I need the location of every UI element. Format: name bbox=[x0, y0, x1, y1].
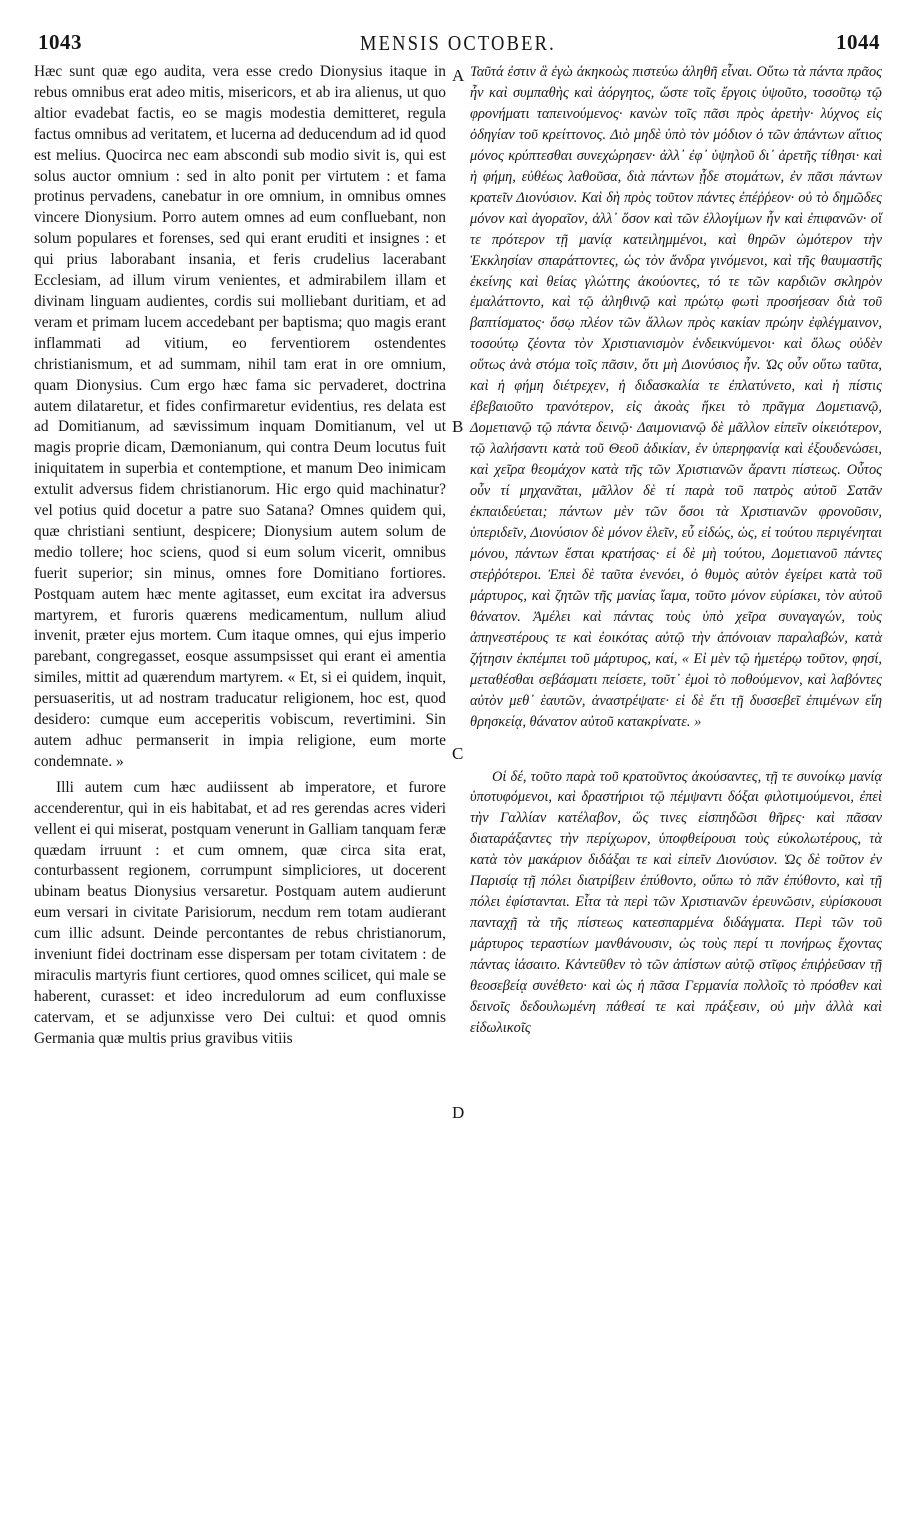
greek-column bbox=[470, 62, 882, 1039]
latin-paragraph: Hæc sunt quæ ego audita, vera esse credo Dionysius itaque in rebus omnibus erat adeo mitis, misericors, et ab ira alienus, ut quo altior evadebat factis, eo se magis modestia demitteret, regula factus omnibus ad veritatem, et lucerna ad deducendum ad id quod est melius. Quocirca nec eam abscondi sub modio sivit is, qui est solus auctor omnium : sed in alto ponit per virtutem : et fama protinus pervadens, canebatur in ore omnium, in omnibus omnes vincere Dionysium. Porro autem omnes ad eum confluebant, non solum populares et forenses, sed qui erant eruditi et insignes : et qui prius laborabant insania, et feris crudelius lacerabant Ecclesiam, ad illum virum venientes, et admirabilem illam et divinam linguam audientes, cordis sui molliebant duritiam, et ad veram et primam lucem accedebant per baptisma; quo magis erant inflammati ad vitium, eo ferventiorem ostendentes christianismum, et ad summam, nihil tam erat in ore omnium, quam Dionysius. Cum ergo hæc fama sic pervaderet, doctrina autem dilataretur, et fides confirmaretur evidentius, res delata est ad Domitianum, ad sævissimum inquam Domitianum, vel ut magis proprie dicam, Dæmonianum, qui contra Deum locutus fuit iniquitatem in superbia et contemptione, et manum Deo inimicam extulit adversus fidem christianorum. Hic ergo quid machinatur? vel potius quid docetur a patre suo Satana? Omnes quidem qui, quæ christiani sentiunt, despicere; Dionysium autem solum de medio tollere; hoc sciens, quod si eum solum vicerit, omnibus fuerit superior; sin minus, omnes fore Domitiano fortiores. Postquam autem hæc mente agitasset, eum excitat ira adversus martyrem, et furoris quærens medicamentum, nullum aliud invenit, præter ejus mortem. Cum itaque omnes, qui ejus imperio parebant, congregasset, eosque assumpsisset qui erant ei amentia similes, mittit ad quærendum martyrem. « Et, si ei quidem, inquit, persuaseritis, ut ad nostram traducatur religionem, hoc est, quod desidero: cumque eum acceperitis vobiscum, revertimini. Sin autem adhuc permanserit in impia religione, eum morte condemnate. » bbox=[34, 63, 446, 770]
latin-paragraph: Illi autem cum hæc audiissent ab imperatore, et furore accenderentur, qui in eis habitabat, et ad res gerendas acres videri vellent ei qui miserat, postquam venerunt in Galliam tanquam feræ quædam irruunt : et cum omnem, quæ circa sita erat, conturbassent regionem, corrumpunt simpliciores, ut docerent ubinam beatus Dionysius versaretur. Postquam autem audierunt eum versari in civitate Parisiorum, necdum rem totam audierant cum illic adsunt. Deinde percontantes de rebus christianorum, inveniunt fidei doctrinam esse dispersam per totam civitatem : de miraculis martyris fiunt certiores, quod omnes scilicet, qui male se haberent, curasset: et ideo incredulorum ad eum confluxisse catervam, et se adjunxisse vero Dei cultui: et quod omnis Germania quæ multis prius gravibus vitiis bbox=[34, 778, 447, 1047]
margin-marker-b: B bbox=[452, 417, 464, 436]
left-page-number: 1043 bbox=[38, 30, 82, 54]
running-header bbox=[0, 30, 916, 64]
margin-marker-d: D bbox=[452, 1103, 465, 1122]
latin-column bbox=[34, 62, 446, 1050]
right-page-number: 1044 bbox=[836, 30, 880, 54]
running-title: MENSIS OCTOBER. bbox=[360, 31, 556, 55]
margin-marker-a: A bbox=[452, 66, 465, 85]
margin-marker-c: C bbox=[452, 744, 464, 763]
greek-paragraph: Ταῦτά ἐστιν ἃ ἐγὼ ἀκηκοὼς πιστεύω ἀληθῆ εἶναι. Οὕτω τὰ πάντα πρᾶος ἦν καὶ συμπαθὴς καὶ ἀόργητος, ὥστε τοῖς ἔργοις ὑψοῦτο, τοσοῦτῳ τῷ φρονήματι ταπεινούμενος· κανὼν τοῖς πᾶσι πρὸς ἀρετὴν· λύχνος εἰς ὁδηγίαν τοῦ κρείττονος. Διὸ μηδὲ ὑπὸ τὸν μόδιον ὁ τῶν ἁπάντων αἴτιος μόνος κρύπτεσθαι συνεχώρησεν· ἀλλ᾽ ἐφ᾽ ὑψηλοῦ δι᾽ ἀρετῆς τίθησι· καὶ ἡ φήμη, εὐθέως λαθοῦσα, διὰ πάντων ᾖδε στομάτων, ἐν πᾶσι πάντων κρατεῖν Διονύσιον. Καὶ δὴ πρὸς τοῦτον πάντες ἐπέῤῥεον· οὐ τὸ δημῶδες μόνον καὶ ἀγοραῖον, ἀλλ᾽ ὅσον καὶ τῶν ἐλλογίμων ἦν καὶ ἐπιφανῶν· οἵ τε πρότερον τῇ μανίᾳ κατειλημμένοι, καὶ θηρῶν ὠμότερον τὴν Ἐκκλησίαν σπαράττοντες, ὡς τὸν ἄνδρα γινόμενοι, καὶ τῆς θαυμαστῆς ἐκείνης καὶ θείας γλώττης ἀκούοντες, τό τε τῶν καρδιῶν σκληρὸν ἐμαλάττοντο, καὶ τῷ ἀληθινῷ καὶ πρώτῳ φωτὶ προσήεσαν διὰ τοῦ βαπτίσματος· ὅσῳ πλέον τῶν ἄλλων πρὸς κακίαν πρώην ἐφλέγμαινον, τοσούτῳ ζέοντα τὸν Χριστιανισμὸν ἐνδεικνύμενοι· καὶ ὅλως οὐδὲν οὕτως ἀνὰ στόμα τοῖς πᾶσιν, ὅτι μὴ Διονύσιος ἦν. Ὡς οὖν οὕτω ταῦτα, καὶ ἡ φήμη διέτρεχεν, ἡ διδασκαλία τε ἐπλατύνετο, καὶ ἡ πίστις ἐβεβαιοῦτο τρανότερον, εἰς ἀκοὰς ἥκει τὸ πρᾶγμα Δομετιανῷ, Δομετιανῷ τῷ πάντα δεινῷ· Δαιμονιανῷ δὲ μᾶλλον εἰπεῖν οἰκειότερον, τῷ λαλήσαντι κατὰ τοῦ Θεοῦ ἀδικίαν, ἐν ὑπερηφανίᾳ καὶ ἐξουδενώσει, καὶ χεῖρα θεομάχον κατὰ τῆς τῶν Χριστιανῶν ἄραντι πίστεως. Οὗτος οὖν τί μηχανᾶται, μᾶλλον δὲ τί παρὰ τοῦ πατρὸς αὐτοῦ Σατᾶν ἐκπαιδεύεται; πάντων μὲν τῶν ὅσοι τὰ Χριστιανῶν φρονοῦσιν, ὑπεριδεῖν, Διονύσιον δὲ μόνον ἑλεῖν, εὖ εἰδώς, ὡς, εἰ τούτου περιγένηται μόνου, πάντων ἔσται κρατήσας· εἰ δὲ μὴ τούτου, Δομετιανοῦ πάντες στεῤῥότεροι. Ἐπεὶ δὲ ταῦτα ἐνενόει, ὁ θυμὸς αὐτὸν ἐγείρει κατὰ τοῦ μάρτυρος, καὶ ζητῶν τῆς μανίας ἴαμα, τοῦτο μόνον εὑρίσκει, τὸν αὐτοῦ θάνατον. Ἀμέλει καὶ πάντας τοὺς ὑπὸ χεῖρα συναγαγών, τοὺς ἀπηνεστέρους τε καὶ ἐοικότας αὐτῷ τὴν ἀπόνοιαν παραλαβών, κατὰ ζήτησιν ἐκπέμπει τοῦ μάρτυρος, καί, « Εἰ μὲν τῷ ἡμετέρῳ τοῦτον, φησί, μεταθέσθαι σεβάσματι πείσετε, τοῦτ᾽ ἐμοὶ τὸ ποθούμενον, καὶ λαβόντες αὐτὸν μεθ᾽ ἑαυτῶν, ἀναστρέψατε· εἰ δὲ ἔτι τῇ δυσσεβεῖ ἐπιμένων εἴη θρησκείᾳ, θάνατον αὐτοῦ κατακρίνατε. » bbox=[470, 64, 882, 730]
greek-paragraph: Οἱ δέ, τοῦτο παρὰ τοῦ κρατοῦντος ἀκούσαντες, τῇ τε συνοίκῳ μανίᾳ ὑποτυφόμενοι, καὶ δραστήριοι τῷ πέμψαντι δόξαι φιλοτιμούμενοι, ἐπεὶ τὴν Γαλλίαν κατέλαβον, ὥς τινες εἰσπηδῶσι θῆρες· καὶ πᾶσαν διαταράξαντες τὴν περίχωρον, ὑποφθείρουσι τοὺς εὐκολωτέρους, τὰ κατὰ τὸν μακάριον διδάξαι τε καὶ εἰπεῖν Διονύσιον. Ὡς δὲ τοῦτον ἐν Παρισίᾳ τῇ πόλει διατρίβειν ἐπύθοντο, οὔπω τὸ πᾶν ἐπύθοντο, καὶ τῇ πόλει ἐφίστανται. Εἶτα τὰ περὶ τῶν Χριστιανῶν ἐρευνῶσιν, εὑρίσκουσι πανταχῇ τὰ τῆς πίστεως κατεσπαρμένα διδάγματα. Περὶ τῶν τοῦ μάρτυρος τεραστίων μανθάνουσιν, ὡς τοὺς περί τι πονήρως ἔχοντας πάντας ἰάσαιτο. Κἀντεῦθεν τὸ τῶν ἀπίστων αὐτῷ στῖφος ἐπιῤῥεῦσαν τῇ θεοσεβείᾳ συνέθετο· καὶ ὡς ἡ πᾶσα Γερμανία πολλοῖς τὸ πρόσθεν καὶ δεινοῖς δεδουλωμένη πάθεσί τε καὶ πράξεσιν, οὐ μὴν ἀλλὰ καὶ εἰδωλικοῖς bbox=[470, 768, 882, 1036]
